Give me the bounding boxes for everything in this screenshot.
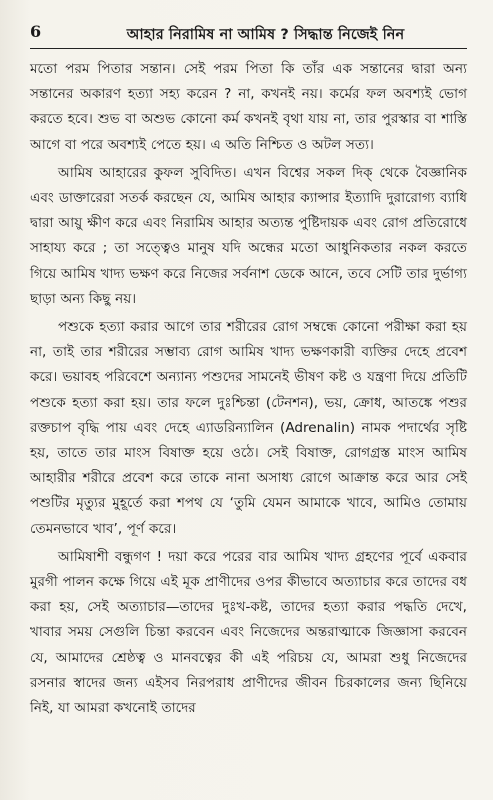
page-number: 6: [30, 22, 42, 41]
running-title: আহার নিরামিষ না আমিষ ? সিদ্ধান্ত নিজেই নিন: [126, 27, 405, 43]
paragraph-3: পশুকে হত্যা করার আগে তার শরীরের রোগ সম্বন্ধে কোনো পরীক্ষা করা হয় না, তাই তার শরীরের সম্ভাব্য রোগ আমিষ খাদ্য ভক্ষণকারী ব্যক্তির দেহে প্রবেশ করে। ভয়াবহ পরিবেশে অন্যান্য পশুদের সামনেই ভীষণ কষ্ট ও যন্ত্রণা দিয়ে প্রতিটি পশুকে হত্যা করা হয়। তার ফলে দুঃশ্চিন্তা (টেনশন), ভয়, ক্রোধ, আতঙ্কে পশুর রক্তচাপ বৃদ্ধি পায় এবং দেহে এ্যাডরিন্যালিন (Adrenalin) নামক পদার্থের সৃষ্টি হয়, তাতে তার মাংস বিষাক্ত হয়ে ওঠে। সেই বিষাক্ত, রোগগ্রস্ত মাংস আমিষ আহারীর শরীরে প্রবেশ করে তাকে নানা অসাধ্য রোগে আক্রান্ত করে আর সেই পশুটির মৃত্যুর মুহূর্তে করা শপথ যে ‘তুমি যেমন আমাকে খাবে, আমিও তোমায় তেমনভাবে খাব’, পূর্ণ করে।: [30, 319, 467, 537]
paragraph-2: আমিষ আহারের কুফল সুবিদিত। এখন বিশ্বের সকল দিক্ থেকে বৈজ্ঞানিক এবং ডাক্তারেরা সতর্ক করছেন যে, আমিষ আহার ক্যান্সার ইত্যাদি দুরারোগ্য ব্যাধি দ্বারা আয়ু ক্ষীণ করে এবং নিরামিষ আহার অত্যন্ত পুষ্টিদায়ক এবং রোগ প্রতিরোধে সাহায্য করে ; তা সত্ত্বেও মানুষ যদি অন্ধের মতো আধুনিকতার নকল করতে গিয়ে আমিষ খাদ্য ভক্ষণ করে নিজের সর্বনাশ ডেকে আনে, তবে সেটি তার দুর্ভাগ্য ছাড়া অন্য কিছু নয়।: [30, 164, 467, 307]
paragraph-1: মতো পরম পিতার সন্তান। সেই পরম পিতা কি তাঁর এক সন্তানের দ্বারা অন্য সন্তানের অকারণ হত্যা সহ্য করেন ? না, কখনই নয়। কর্মের ফল অবশ্যই ভোগ করতে হবে। শুভ বা অশুভ কোনো কর্ম কখনই বৃথা যায় না, তার পুরস্কার বা শাস্তি আগে বা পরে অবশ্যই পেতে হয়। এ অতি নিশ্চিত ও অটল সত্য।: [30, 61, 467, 153]
body-text: [30, 57, 467, 721]
paragraph-4: আমিষাশী বন্ধুগণ ! দয়া করে পরের বার আমিষ খাদ্য গ্রহণের পূর্বে একবার মুরগী পালন কক্ষে গিয়ে এই মূক প্রাণীদের ওপর কীভাবে অত্যাচার করে তাদের বধ করা হয়, সেই অত্যাচার—তাদের দুঃখ-কষ্ট, তাদের হত্যা করার পদ্ধতি দেখে, খাবার সময় সেগুলি চিন্তা করবেন এবং নিজেদের অন্তরাত্মাকে জিজ্ঞাসা করবেন যে, আমাদের শ্রেষ্ঠত্ব ও মানবত্বের কী এই পরিচয় যে, আমরা শুধু নিজেদের রসনার স্বাদের জন্য এইসব নিরপরাধ প্রাণীদের জীবন চিরকালের জন্য ছিনিয়ে নিই, যা আমরা কখনোই তাদের: [30, 548, 467, 717]
page-header: [30, 22, 467, 49]
